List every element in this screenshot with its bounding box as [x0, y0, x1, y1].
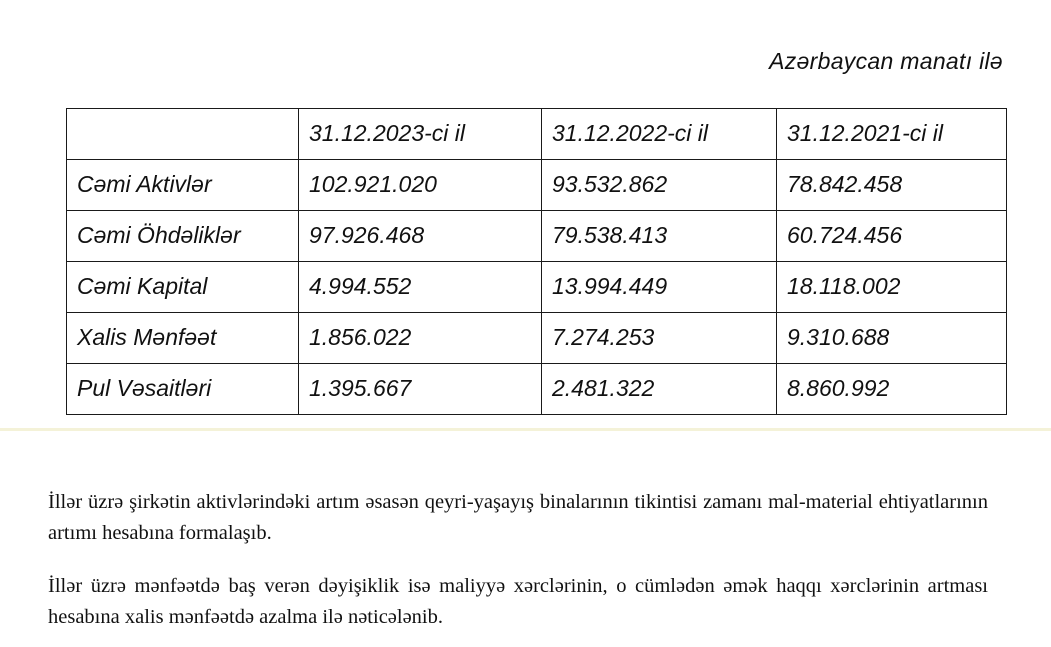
table-header-row: [67, 109, 1007, 160]
row-value: 13.994.449: [542, 262, 777, 313]
row-value: 8.860.992: [777, 364, 1007, 415]
row-value: 7.274.253: [542, 313, 777, 364]
section-divider: [0, 428, 1051, 431]
row-label: Cəmi Aktivlər: [67, 160, 299, 211]
financial-summary-table: [66, 108, 1007, 415]
body-text: [48, 487, 988, 634]
row-value: 1.395.667: [299, 364, 542, 415]
financial-table-container: [66, 108, 1006, 415]
row-value: 60.724.456: [777, 211, 1007, 262]
row-label: Cəmi Kapital: [67, 262, 299, 313]
table-row: [67, 160, 1007, 211]
row-value: 79.538.413: [542, 211, 777, 262]
paragraph-assets-growth: İllər üzrə şirkətin aktivlərindəki artım əsasən qeyri-yaşayış binalarının tikintisi zamanı mal-material ehtiyatlarının artımı hesabına formalaşıb.: [48, 491, 988, 545]
table-header-year-2023: 31.12.2023-ci il: [299, 109, 542, 160]
currency-note: Azərbaycan manatı ilə: [769, 48, 1003, 74]
table-row: [67, 364, 1007, 415]
row-value: 4.994.552: [299, 262, 542, 313]
table-header-blank: [67, 109, 299, 160]
table-header-year-2022: 31.12.2022-ci il: [542, 109, 777, 160]
row-value: 78.842.458: [777, 160, 1007, 211]
row-value: 93.532.862: [542, 160, 777, 211]
table-row: [67, 262, 1007, 313]
table-row: [67, 313, 1007, 364]
row-label: Xalis Mənfəət: [67, 313, 299, 364]
row-label: Cəmi Öhdəliklər: [67, 211, 299, 262]
table-row: [67, 211, 1007, 262]
row-value: 9.310.688: [777, 313, 1007, 364]
row-value: 97.926.468: [299, 211, 542, 262]
paragraph-profit-change: İllər üzrə mənfəətdə baş verən dəyişiklik isə maliyyə xərclərinin, o cümlədən əmək haqqı xərclərinin artması hesabına xalis mənfəətdə azalma ilə nəticələnib.: [48, 575, 988, 629]
row-value: 1.856.022: [299, 313, 542, 364]
row-value: 2.481.322: [542, 364, 777, 415]
table-header-year-2021: 31.12.2021-ci il: [777, 109, 1007, 160]
row-value: 18.118.002: [777, 262, 1007, 313]
row-value: 102.921.020: [299, 160, 542, 211]
row-label: Pul Vəsaitləri: [67, 364, 299, 415]
